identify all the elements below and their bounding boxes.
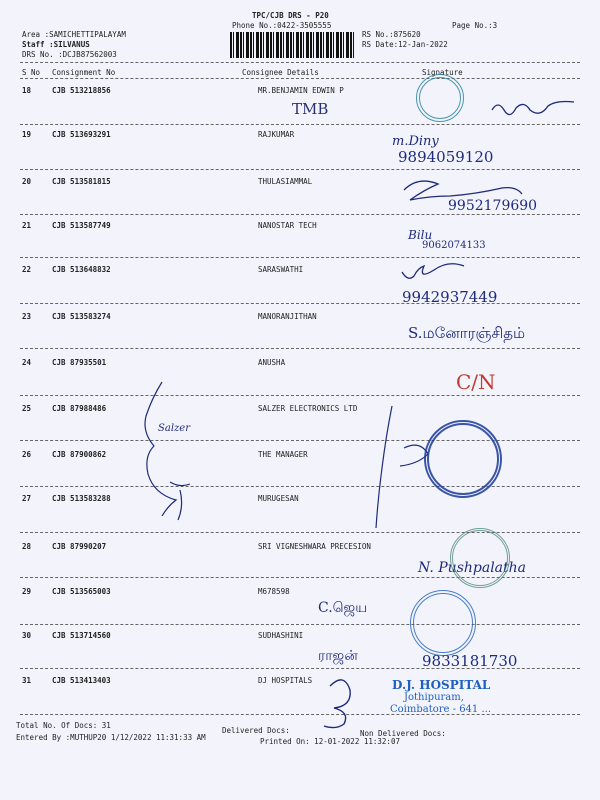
row-sno: 31: [22, 676, 32, 685]
row-consignment: CJB 513583274: [52, 312, 111, 321]
phone-row-30: 9833181730: [422, 652, 518, 670]
precision-stamp: [450, 528, 510, 588]
signature-row-28: N. Pushpalatha: [418, 560, 527, 576]
remark-row-24: C/N: [456, 370, 496, 394]
phone-row-20: 9952179690: [448, 198, 538, 214]
signature-row-23: S.மனோரஞ்சிதம்: [408, 324, 526, 342]
row-consignment: CJB 513648832: [52, 265, 111, 274]
rs-date: RS Date:12-Jan-2022: [362, 40, 448, 49]
row-sno: 23: [22, 312, 32, 321]
row-consignment: CJB 87988486: [52, 404, 107, 413]
row-consignee: MANORANJITHAN: [258, 312, 317, 321]
row-consignment: CJB 513587749: [52, 221, 111, 230]
phone-number: Phone No.:0422-3505555: [232, 21, 332, 30]
row-consignee: MURUGESAN: [258, 494, 299, 503]
row-consignee: THE MANAGER: [258, 450, 308, 459]
row-sno: 25: [22, 404, 32, 413]
row-consignee: ANUSHA: [258, 358, 286, 367]
entered-by: Entered By :MUTHUP20 1/12/2022 11:31:33 AM: [16, 733, 206, 742]
staff-label: Staff :SILVANUS: [22, 40, 90, 49]
rs-number: RS No.:875620: [362, 30, 421, 39]
signature-row-21: Bilu: [408, 228, 433, 242]
signature-row-30: ராஜன்: [318, 648, 358, 664]
column-sno: S No: [22, 68, 41, 77]
row-sno: 29: [22, 587, 32, 596]
document-title: TPC/CJB DRS - P20: [252, 11, 329, 20]
row-sno: 24: [22, 358, 32, 367]
signature-row-19: m.Diny: [392, 134, 439, 149]
row-sno: 26: [22, 450, 32, 459]
row-consignment: CJB 87990207: [52, 542, 107, 551]
column-signature: Signature: [422, 68, 463, 77]
row-consignee: SALZER ELECTRONICS LTD: [258, 404, 358, 413]
row-consignment: CJB 87935501: [52, 358, 107, 367]
phone-row-21: 9062074133: [422, 240, 486, 251]
row-sno: 19: [22, 130, 32, 139]
non-delivered-docs: Non Delivered Docs:: [360, 729, 446, 738]
printed-on: Printed On: 12-01-2022 11:32:07: [260, 737, 400, 746]
phone-row-22: 9942937449: [402, 288, 498, 306]
row-sno: 22: [22, 265, 32, 274]
dj-hospital-stamp-title: D.J. HOSPITAL: [392, 678, 491, 692]
bank-stamp: [416, 74, 464, 122]
row-consignment: CJB 513581815: [52, 177, 111, 186]
row-consignee: THULASIAMMAL: [258, 177, 313, 186]
print-shop-stamp: [410, 590, 476, 656]
row-sno: 27: [22, 494, 32, 503]
row-consignee: SARASWATHI: [258, 265, 304, 274]
dj-hospital-stamp-city: Coimbatore - 641 ...: [390, 704, 491, 715]
row-sno: 20: [22, 177, 32, 186]
signature-row-25: Salzer: [158, 423, 190, 434]
row-consignee: RAJKUMAR: [258, 130, 295, 139]
row-sno: 28: [22, 542, 32, 551]
total-docs: Total No. Of Docs: 31: [16, 721, 111, 730]
row-consignee: SUDHASHINI: [258, 631, 304, 640]
row-consignee: M678598: [258, 587, 290, 596]
row-consignment: CJB 513565003: [52, 587, 111, 596]
row-consignee: NANOSTAR TECH: [258, 221, 317, 230]
page-number: Page No.:3: [452, 21, 498, 30]
drs-number: DRS No. :DCJB87562003: [22, 50, 117, 59]
delivered-docs: Delivered Docs:: [222, 726, 290, 735]
row-consignment: CJB 87900862: [52, 450, 107, 459]
row-sno: 30: [22, 631, 32, 640]
row-consignment: CJB 513218856: [52, 86, 111, 95]
column-consignment: Consignment No: [52, 68, 116, 77]
area-label: Area :SAMICHETTIPALAYAM: [22, 30, 126, 39]
row-sno: 21: [22, 221, 32, 230]
row-consignment: CJB 513583288: [52, 494, 111, 503]
row-consignment: CJB 513413403: [52, 676, 111, 685]
company-stamp: [424, 420, 502, 498]
row-consignee: DJ HOSPITALS: [258, 676, 313, 685]
dj-hospital-stamp-address: Jothipuram,: [404, 692, 464, 703]
row-consignment: CJB 513714560: [52, 631, 111, 640]
column-consignee: Consignee Details: [242, 68, 319, 77]
row-consignment: CJB 513693291: [52, 130, 111, 139]
row-consignee: SRI VIGNESHWARA PRECESION: [258, 542, 371, 551]
row-consignee: MR.BENJAMIN EDWIN P: [258, 86, 344, 95]
phone-row-19: 9894059120: [398, 148, 494, 166]
signature-row-18: TMB: [292, 100, 329, 118]
signature-row-29: C.ஜெய: [318, 600, 368, 616]
row-sno: 18: [22, 86, 32, 95]
